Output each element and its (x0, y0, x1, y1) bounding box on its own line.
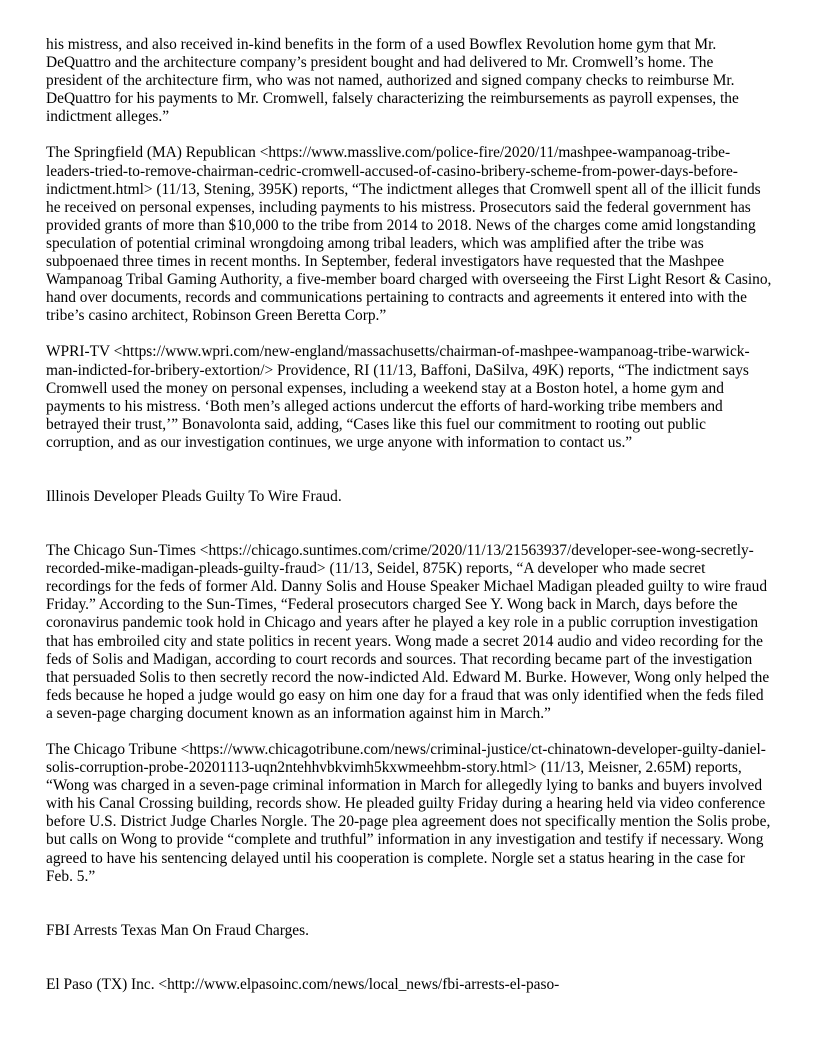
paragraph-springfield-republican: The Springfield (MA) Republican <https://www.masslive.com/police-fire/2020/11/mashpee-wampanoag-tribe-leaders-tried-to-remove-chairman-cedric-cromwell-accused-of-casino-bribery-scheme-from-power-days-before-indictment.html> (11/13, Stening, 395K) reports, “The indictment alleges that Cromwell spent all of the illicit funds he received on personal expenses, including payments to his mistress. Prosecutors said the federal government has provided grants of more than $10,000 to the tribe from 2014 to 2018. News of the charges come amid longstanding speculation of potential criminal wrongdoing among tribal leaders, which was amplified after the tribe was subpoenaed three times in recent months. In September, federal investigators have requested that the Mashpee Wampanoag Tribal Gaming Authority, a five-member board charged with overseeing the First Light Resort & Casino, hand over documents, records and communications pertaining to contracts and agreements it entered into with the tribe’s casino architect, Robinson Green Beretta Corp.” (46, 144, 772, 325)
paragraph-el-paso-inc: El Paso (TX) Inc. <http://www.elpasoinc.com/news/local_news/fbi-arrests-el-paso- (46, 975, 560, 993)
document-page (46, 36, 772, 994)
paragraph-chicago-sun-times: The Chicago Sun-Times <https://chicago.suntimes.com/crime/2020/11/13/21563937/developer-see-wong-secretly-recorded-mike-madigan-pleads-guilty-fraud> (11/13, Seidel, 875K) reports, “A developer who made secret recordings for the feds of former Ald. Danny Solis and House Speaker Michael Madigan pleaded guilty to wire fraud Friday.” According to the Sun-Times, “Federal prosecutors charged See Y. Wong back in March, days before the coronavirus pandemic took hold in Chicago and years after he played a key role in a public corruption investigation that has embroiled city and state politics in recent years. Wong made a secret 2014 audio and video recording for the feds of Solis and Madigan, according to court records and sources. That recording became part of the investigation that persuaded Solis to then secretly record the now-indicted Ald. Edward M. Burke. However, Wong only helped the feds because he hoped a judge would go easy on him one day for a fraud that was only identified when the feds filed a seven-page charging document known as an information against him in March.” (46, 542, 770, 722)
section-heading-fbi-texas: FBI Arrests Texas Man On Fraud Charges. (46, 921, 309, 939)
paragraph-chicago-tribune: The Chicago Tribune <https://www.chicagotribune.com/news/criminal-justice/ct-chinatown-developer-guilty-daniel-solis-corruption-probe-20201113-uqn2ntehhvbkvimh5kxwmeehbm-story.html> (11/13, Meisner, 2.65M) reports, “Wong was charged in a seven-page criminal information in March for allegedly lying to banks and buyers involved with his Canal Crossing building, records show. He pleaded guilty Friday during a hearing held via video conference before U.S. District Judge Charles Norgle. The 20-page plea agreement does not specifically mention the Solis probe, but calls on Wong to provide “complete and truthful” information in any investigation and testify if necessary. Wong agreed to have his sentencing delayed until his cooperation is complete. Norgle set a status hearing in the case for Feb. 5.” (46, 741, 771, 885)
paragraph-wpri-tv: WPRI-TV <https://www.wpri.com/new-england/massachusetts/chairman-of-mashpee-wampanoag-tribe-warwick-man-indicted-for-bribery-extortion/> Providence, RI (11/13, Baffoni, DaSilva, 49K) reports, “The indictment says Cromwell used the money on personal expenses, including a weekend stay at a Boston hotel, a home gym and payments to his mistress. ‘Both men’s alleged actions undercut the efforts of hard-working tribe members and betrayed their trust,’” Bonavolonta said, adding, “Cases like this fuel our commitment to rooting out public corruption, and as our investigation continues, we urge anyone with information to contact us.” (46, 343, 750, 451)
section-heading-illinois-developer: Illinois Developer Pleads Guilty To Wire Fraud. (46, 487, 342, 505)
paragraph-cromwell-gym: his mistress, and also received in-kind benefits in the form of a used Bowflex Revolution home gym that Mr. DeQuattro and the architecture company’s president bought and had delivered to Mr. Cromwell’s home. The president of the architecture firm, who was not named, authorized and signed company checks to reimburse Mr. DeQuattro for his payments to Mr. Cromwell, falsely characterizing the reimbursements as payroll expenses, the indictment alleges.” (46, 36, 739, 126)
